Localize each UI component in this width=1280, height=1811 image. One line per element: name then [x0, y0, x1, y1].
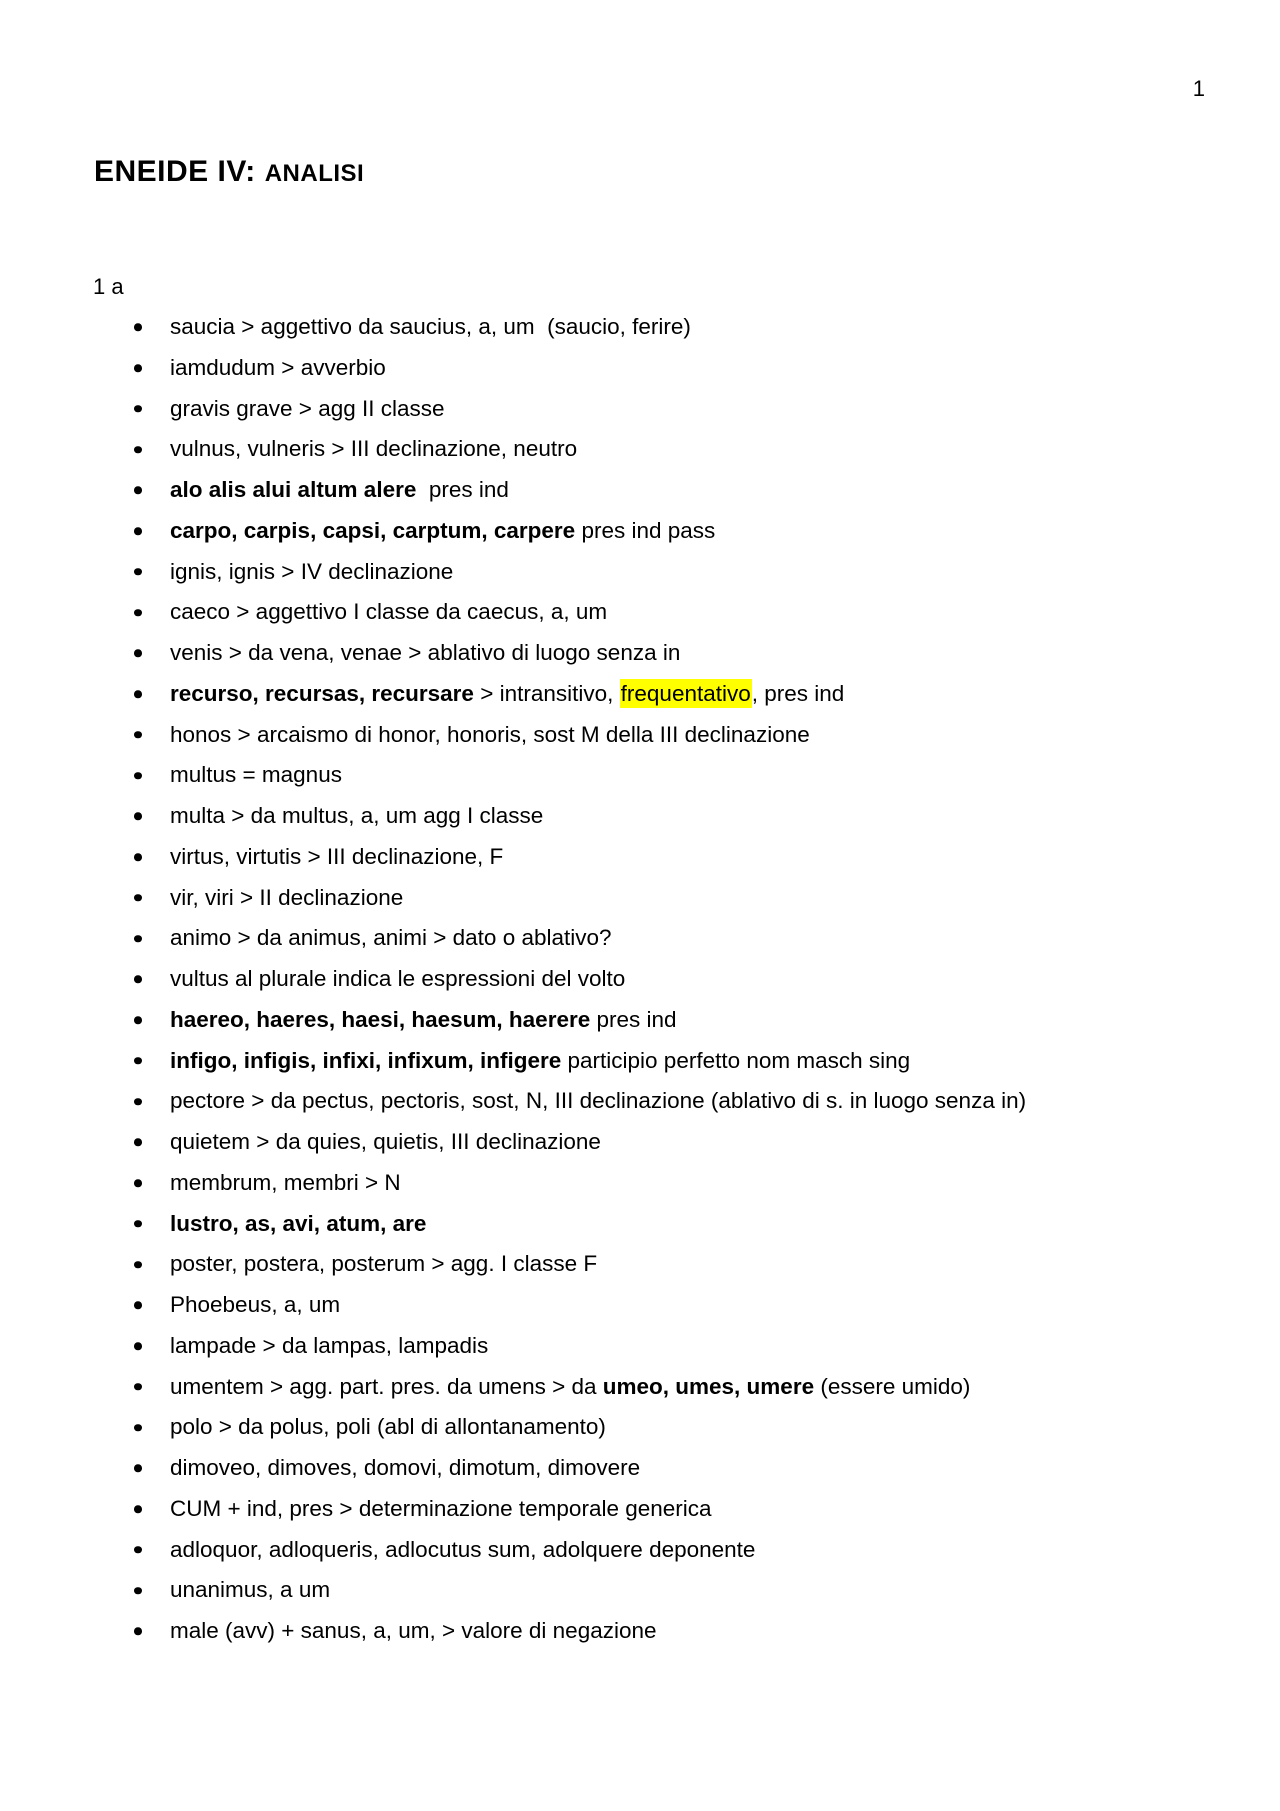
bullet-marker-icon	[134, 1383, 142, 1391]
bullet-marker-icon	[134, 853, 142, 861]
list-item	[170, 1081, 1210, 1122]
bullet-marker-icon	[134, 487, 142, 495]
text-segment: , pres ind	[751, 680, 845, 706]
text-segment: vultus al plurale indica le espressioni del volto	[170, 966, 626, 991]
list-item	[170, 1285, 1210, 1326]
list-item	[170, 1367, 1210, 1408]
list-item	[170, 837, 1210, 878]
page-title-sub: ANALISI	[264, 160, 365, 187]
bullet-marker-icon	[134, 772, 142, 780]
text-segment: quietem > da quies, quietis, III declinazione	[170, 1129, 601, 1154]
text-segment: (essere umido)	[814, 1373, 971, 1399]
bullet-marker-icon	[134, 1016, 142, 1024]
list-item	[170, 1122, 1210, 1163]
bullet-marker-icon	[134, 446, 142, 454]
word-list	[170, 307, 1210, 1652]
text-segment: pres ind pass	[575, 517, 716, 543]
text-segment: CUM + ind, pres > determinazione temporale generica	[170, 1495, 712, 1521]
bullet-marker-icon	[134, 976, 142, 984]
bullet-marker-icon	[134, 731, 142, 739]
bullet-marker-icon	[134, 1587, 142, 1595]
list-item	[170, 674, 1210, 715]
list-item	[170, 470, 1210, 511]
list-item	[170, 796, 1210, 837]
text-segment: adloquor, adloqueris, adlocutus sum, adolquere deponente	[170, 1536, 756, 1562]
bullet-marker-icon	[134, 609, 142, 617]
list-item	[170, 307, 1210, 348]
list-item	[170, 755, 1210, 796]
text-segment: gravis grave > agg II classe	[170, 395, 445, 421]
bullet-marker-icon	[134, 935, 142, 943]
text-segment: lampade > da lampas, lampadis	[170, 1332, 489, 1358]
text-segment: umentem > agg. part. pres. da umens > da	[170, 1373, 603, 1399]
text-segment: male (avv) + sanus, a, um, > valore di negazione	[170, 1618, 657, 1643]
text-segment: lustro, as, avi, atum, are	[170, 1210, 427, 1236]
list-item	[170, 1611, 1210, 1652]
list-item	[170, 1244, 1210, 1285]
list-item	[170, 1407, 1210, 1448]
list-item	[170, 1448, 1210, 1489]
text-segment: caeco > aggettivo I classe da caecus, a, um	[170, 599, 608, 625]
bullet-marker-icon	[134, 690, 142, 698]
page-title-main: ENEIDE IV:	[94, 155, 256, 188]
text-segment: umeo, umes, umere	[602, 1373, 815, 1399]
text-segment: pres ind	[416, 477, 509, 502]
bullet-marker-icon	[134, 1179, 142, 1187]
text-segment: virtus, virtutis > III declinazione, F	[170, 843, 504, 869]
bullet-marker-icon	[134, 1628, 142, 1636]
text-segment: participio perfetto nom masch sing	[561, 1047, 911, 1073]
list-item	[170, 1041, 1210, 1082]
text-segment: dimoveo, dimoves, domovi, dimotum, dimovere	[170, 1455, 641, 1480]
bullet-marker-icon	[134, 1424, 142, 1432]
list-item	[170, 878, 1210, 919]
text-segment: polo > da polus, poli (abl di allontanamento)	[170, 1414, 606, 1440]
text-segment: saucia > aggettivo da saucius, a, um (saucio, ferire)	[170, 314, 691, 339]
list-item	[170, 592, 1210, 633]
text-segment: multa > da multus, a, um agg I classe	[170, 803, 544, 828]
text-segment: carpo, carpis, capsi, carptum, carpere	[170, 517, 576, 543]
list-item	[170, 1326, 1210, 1367]
text-segment: pres ind	[590, 1006, 677, 1032]
list-item	[170, 715, 1210, 756]
list-item	[170, 552, 1210, 593]
bullet-marker-icon	[134, 1220, 142, 1228]
list-item	[170, 348, 1210, 389]
page-title	[94, 153, 364, 193]
text-segment: poster, postera, posterum > agg. I classe F	[170, 1251, 598, 1277]
text-segment: Phoebeus, a, um	[170, 1292, 341, 1317]
page-number: 1	[1192, 76, 1205, 101]
bullet-marker-icon	[134, 568, 142, 576]
text-segment: recurso, recursas, recursare	[170, 680, 474, 706]
text-segment: > intransitivo,	[473, 680, 620, 706]
bullet-marker-icon	[134, 650, 142, 658]
list-item	[170, 1204, 1210, 1245]
bullet-marker-icon	[134, 1139, 142, 1147]
list-item	[170, 1489, 1210, 1530]
text-segment: alo alis alui altum alere	[170, 477, 417, 502]
list-item	[170, 511, 1210, 552]
list-item	[170, 1530, 1210, 1571]
bullet-marker-icon	[134, 813, 142, 821]
bullet-marker-icon	[134, 1261, 142, 1269]
bullet-marker-icon	[134, 1505, 142, 1513]
text-segment: vulnus, vulneris > III declinazione, neutro	[170, 436, 578, 462]
bullet-marker-icon	[134, 405, 142, 413]
text-segment: vir, viri > II declinazione	[170, 884, 404, 910]
highlighted-term: frequentativo	[620, 680, 751, 706]
list-item	[170, 1163, 1210, 1204]
text-segment: venis > da vena, venae > ablativo di luogo senza in	[170, 640, 681, 665]
bullet-marker-icon	[134, 1546, 142, 1554]
text-segment: animo > da animus, animi > dato o ablativo?	[170, 925, 612, 951]
list-item	[170, 633, 1210, 674]
text-segment: infigo, infigis, infixi, infixum, infigere	[170, 1047, 562, 1073]
bullet-marker-icon	[134, 1098, 142, 1106]
text-segment: unanimus, a um	[170, 1577, 331, 1603]
bullet-marker-icon	[134, 894, 142, 902]
list-item	[170, 389, 1210, 430]
text-segment: membrum, membri > N	[170, 1169, 401, 1195]
text-segment: honos > arcaismo di honor, honoris, sost M della III declinazione	[170, 721, 810, 747]
list-item	[170, 918, 1210, 959]
bullet-marker-icon	[134, 1057, 142, 1065]
list-item	[170, 1570, 1210, 1611]
bullet-marker-icon	[134, 1302, 142, 1310]
section-label: 1 a	[93, 274, 124, 299]
text-segment: pectore > da pectus, pectoris, sost, N, III declinazione (ablativo di s. in luogo senza in)	[170, 1088, 1027, 1114]
bullet-marker-icon	[134, 324, 142, 332]
list-item	[170, 429, 1210, 470]
text-segment: multus = magnus	[170, 762, 342, 788]
text-segment: ignis, ignis > IV declinazione	[170, 558, 454, 584]
bullet-marker-icon	[134, 527, 142, 535]
bullet-marker-icon	[134, 364, 142, 372]
list-item	[170, 959, 1210, 1000]
list-item	[170, 1000, 1210, 1041]
bullet-marker-icon	[134, 1465, 142, 1473]
bullet-marker-icon	[134, 1342, 142, 1350]
text-segment: iamdudum > avverbio	[170, 354, 386, 380]
text-segment: haereo, haeres, haesi, haesum, haerere	[170, 1006, 591, 1032]
